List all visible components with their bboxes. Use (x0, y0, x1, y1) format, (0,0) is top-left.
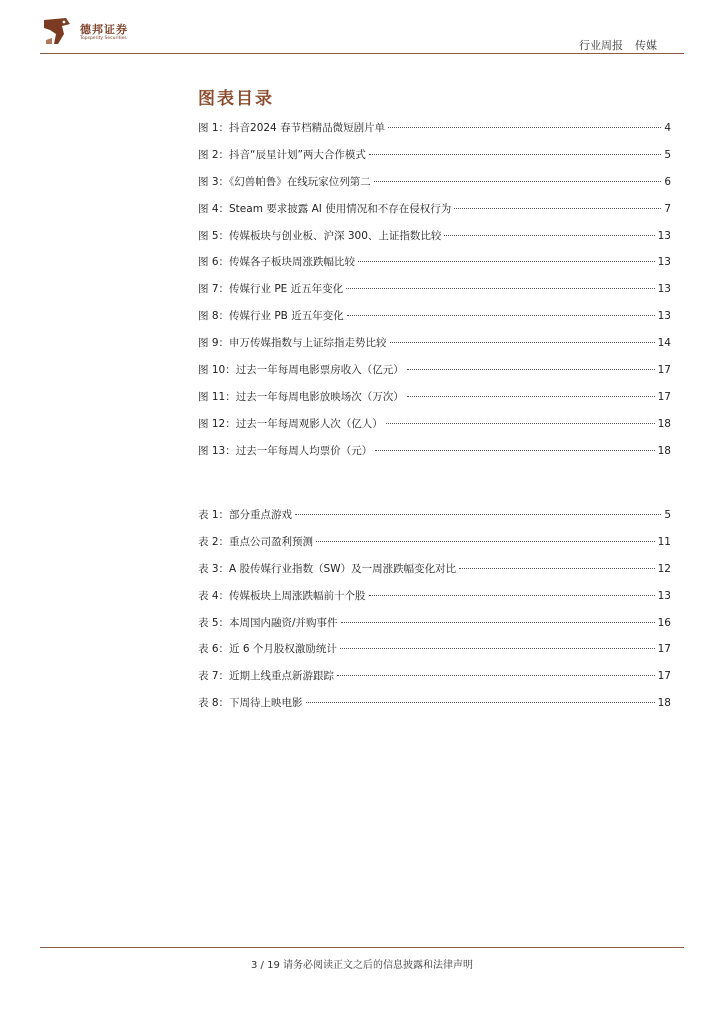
toc-entry-page: 13 (657, 229, 671, 242)
leader-dots (295, 514, 661, 515)
toc-entry-label: 图 5：传媒板块与创业板、沪深 300、上证指数比较 (198, 229, 442, 242)
leader-dots (407, 369, 655, 370)
leader-dots (316, 541, 655, 542)
toc-entry-label: 图 11：过去一年每周电影放映场次（万次） (198, 390, 404, 403)
header-info (579, 37, 657, 53)
toc-entry-label: 图 13：过去一年每周人均票价（元） (198, 444, 373, 457)
toc-entry-table-4[interactable] (198, 588, 671, 615)
toc-entry-label: 图 9：申万传媒指数与上证综指走势比较 (198, 337, 387, 350)
toc-entry-page: 17 (657, 364, 671, 377)
toc-entry-page: 18 (657, 417, 671, 430)
sector-name: 传媒 (635, 39, 657, 52)
leader-dots (306, 702, 655, 703)
figure-list (198, 120, 671, 470)
toc-entry-figure-11[interactable] (198, 389, 671, 416)
toc-entry-figure-3[interactable] (198, 174, 671, 201)
toc-entry-table-6[interactable] (198, 641, 671, 668)
toc-entry-page: 7 (664, 202, 671, 215)
toc-entry-figure-6[interactable] (198, 254, 671, 281)
toc-entry-label: 图 8：传媒行业 PB 近五年变化 (198, 310, 344, 323)
toc-entry-page: 16 (657, 616, 671, 629)
toc-entry-page: 11 (657, 535, 671, 548)
toc-entry-page: 13 (657, 589, 671, 602)
leader-dots (386, 423, 655, 424)
toc-entry-page: 18 (657, 697, 671, 710)
toc-entry-page: 13 (657, 310, 671, 323)
toc-entry-figure-12[interactable] (198, 416, 671, 443)
toc-entry-table-7[interactable] (198, 668, 671, 695)
toc-entry-page: 6 (664, 175, 671, 188)
toc-entry-page: 12 (657, 562, 671, 575)
leader-dots (375, 450, 654, 451)
toc-entry-page: 4 (664, 122, 671, 134)
footer-disclaimer: 3 / 19 请务必阅读正文之后的信息披露和法律声明 (251, 960, 473, 971)
toc-entry-table-5[interactable] (198, 615, 671, 642)
leader-dots (454, 208, 661, 209)
toc-entry-label: 表 4：传媒板块上周涨跌幅前十个股 (198, 589, 366, 602)
company-logo (40, 14, 150, 50)
toc-entry-label: 图 3：《幻兽帕鲁》在线玩家位列第二 (198, 175, 371, 188)
toc-entry-page: 13 (657, 283, 671, 296)
logo-text: 德邦证券 (80, 23, 128, 36)
toc-entry-label: 表 1：部分重点游戏 (198, 509, 293, 521)
toc-entry-table-2[interactable] (198, 534, 671, 561)
toc-entry-page: 13 (657, 256, 671, 269)
toc-entry-label: 图 7：传媒行业 PE 近五年变化 (198, 283, 344, 296)
table-list (198, 507, 671, 722)
toc-entry-label: 表 7：近期上线重点新游跟踪 (198, 670, 335, 683)
toc-entry-figure-10[interactable] (198, 362, 671, 389)
leader-dots (340, 648, 655, 649)
toc-entry-label: 表 6：近 6 个月股权激励统计 (198, 643, 337, 656)
toc-entry-figure-5[interactable] (198, 228, 671, 255)
toc-entry-label: 表 2：重点公司盈利预测 (198, 535, 314, 548)
leader-dots (337, 675, 655, 676)
toc-entry-label: 表 8：下周待上映电影 (198, 697, 303, 710)
toc-entry-table-1[interactable] (198, 507, 671, 534)
leader-dots (459, 568, 655, 569)
leader-dots (341, 622, 655, 623)
toc-entry-table-3[interactable] (198, 561, 671, 588)
toc-entry-label: 图 2：抖音“辰星计划”两大合作模式 (198, 148, 366, 161)
leader-dots (369, 154, 661, 155)
header-divider (40, 53, 684, 54)
toc-entry-figure-13[interactable] (198, 443, 671, 470)
toc-entry-page: 5 (664, 148, 671, 161)
toc-entry-figure-2[interactable] (198, 147, 671, 174)
toc-entry-figure-8[interactable] (198, 308, 671, 335)
logo-subtext: Topsperity Securities (80, 36, 127, 41)
toc-entry-figure-7[interactable] (198, 281, 671, 308)
toc-entry-label: 图 1：抖音2024 春节档精品微短剧片单 (198, 122, 386, 134)
footer-divider (40, 947, 684, 948)
toc-entry-page: 17 (657, 670, 671, 683)
leader-dots (444, 235, 654, 236)
leader-dots (346, 288, 654, 289)
toc-entry-label: 表 5：本周国内融资/并购事件 (198, 616, 338, 629)
leader-dots (390, 342, 655, 343)
leader-dots (407, 396, 655, 397)
toc-entry-label: 表 3：A 股传媒行业指数（SW）及一周涨跌幅变化对比 (198, 562, 457, 575)
leader-dots (347, 315, 655, 316)
leader-dots (374, 181, 662, 182)
toc-entry-page: 5 (664, 509, 671, 521)
toc-entry-figure-1[interactable] (198, 120, 671, 147)
toc-entry-label: 图 10：过去一年每周电影票房收入（亿元） (198, 364, 404, 377)
toc-title: 图表目录 (198, 89, 274, 109)
logo-mark-icon (40, 14, 74, 48)
leader-dots (388, 127, 661, 128)
toc-entry-page: 14 (657, 337, 671, 350)
report-type: 行业周报 (579, 39, 623, 52)
toc-entry-page: 18 (657, 444, 671, 457)
toc-entry-label: 图 12：过去一年每周观影人次（亿人） (198, 417, 383, 430)
toc-entry-label: 图 4：Steam 要求披露 AI 使用情况和不存在侵权行为 (198, 202, 452, 215)
toc-entry-page: 17 (657, 643, 671, 656)
leader-dots (358, 261, 655, 262)
leader-dots (369, 595, 655, 596)
toc-entry-figure-4[interactable] (198, 201, 671, 228)
toc-entry-figure-9[interactable] (198, 335, 671, 362)
toc-entry-label: 图 6：传媒各子板块周涨跌幅比较 (198, 256, 356, 269)
toc-entry-page: 17 (657, 390, 671, 403)
toc-entry-table-8[interactable] (198, 695, 671, 722)
